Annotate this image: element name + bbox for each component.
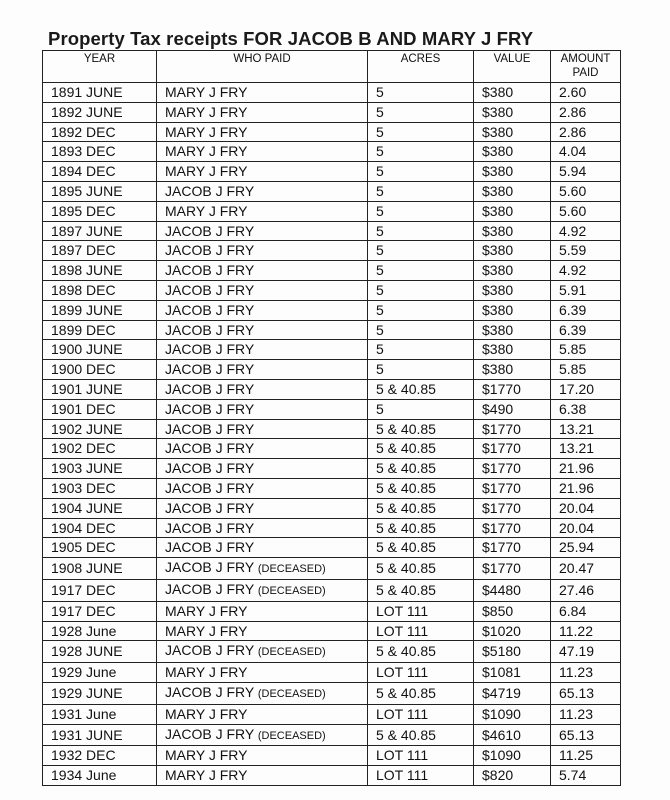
cell-amount-paid: 5.60 <box>551 181 621 201</box>
cell-value: $380 <box>474 241 551 261</box>
payer-name: MARY J FRY <box>165 123 248 140</box>
cell-who-paid <box>157 704 368 724</box>
cell-value: $1770 <box>474 419 551 439</box>
table-row <box>43 340 621 360</box>
cell-who-paid <box>157 122 368 142</box>
payer-name: JACOB J FRY <box>165 242 255 259</box>
table-row <box>43 746 621 766</box>
cell-acres: 5 <box>368 340 474 360</box>
payer-name: MARY J FRY <box>165 143 248 160</box>
cell-acres: 5 & 40.85 <box>368 558 474 580</box>
cell-acres: 5 & 40.85 <box>368 419 474 439</box>
table-row <box>43 280 621 300</box>
payer-name: JACOB J FRY <box>165 683 254 700</box>
cell-amount-paid: 4.92 <box>551 261 621 281</box>
header-value: VALUE <box>474 51 551 83</box>
table-row <box>43 142 621 162</box>
cell-acres: 5 & 40.85 <box>368 518 474 538</box>
cell-amount-paid: 6.39 <box>551 300 621 320</box>
cell-year: 1931 JUNE <box>43 724 157 746</box>
cell-acres: 5 <box>368 181 474 201</box>
cell-value: $1770 <box>474 518 551 538</box>
cell-who-paid <box>157 724 368 746</box>
cell-acres: 5 <box>368 221 474 241</box>
cell-who-paid <box>157 340 368 360</box>
cell-year: 1895 JUNE <box>43 181 157 201</box>
cell-who-paid <box>157 419 368 439</box>
cell-acres: LOT 111 <box>368 746 474 766</box>
cell-who-paid <box>157 579 368 601</box>
payer-name: JACOB J FRY <box>165 361 255 378</box>
cell-amount-paid: 20.04 <box>551 498 621 518</box>
payer-name: JACOB J FRY <box>165 499 255 516</box>
table-row <box>43 439 621 459</box>
cell-acres: 5 & 40.85 <box>368 724 474 746</box>
table-row <box>43 300 621 320</box>
cell-value: $850 <box>474 601 551 621</box>
cell-value: $380 <box>474 102 551 122</box>
cell-value: $380 <box>474 83 551 103</box>
cell-value: $1090 <box>474 746 551 766</box>
table-row <box>43 102 621 122</box>
cell-amount-paid: 20.47 <box>551 558 621 580</box>
cell-year: 1901 DEC <box>43 399 157 419</box>
table-row <box>43 162 621 182</box>
table-row <box>43 724 621 746</box>
payer-name: JACOB J FRY <box>165 440 255 457</box>
table-row <box>43 459 621 479</box>
payer-name: JACOB J FRY <box>165 262 255 279</box>
cell-acres: 5 <box>368 300 474 320</box>
table-row <box>43 682 621 704</box>
payer-name: MARY J FRY <box>165 622 248 639</box>
cell-year: 1903 DEC <box>43 478 157 498</box>
cell-who-paid <box>157 601 368 621</box>
cell-value: $1770 <box>474 558 551 580</box>
cell-year: 1894 DEC <box>43 162 157 182</box>
cell-value: $380 <box>474 360 551 380</box>
table-row <box>43 122 621 142</box>
cell-year: 1908 JUNE <box>43 558 157 580</box>
cell-who-paid <box>157 518 368 538</box>
header-who-paid: WHO PAID <box>157 51 368 83</box>
cell-year: 1934 June <box>43 766 157 786</box>
cell-who-paid <box>157 201 368 221</box>
cell-acres: LOT 111 <box>368 601 474 621</box>
table-row <box>43 83 621 103</box>
cell-acres: 5 <box>368 320 474 340</box>
header-amount-line1: AMOUNT <box>560 53 611 65</box>
table-row <box>43 641 621 663</box>
cell-year: 1929 June <box>43 663 157 683</box>
payer-name: MARY J FRY <box>165 747 248 764</box>
table-row <box>43 478 621 498</box>
table-row <box>43 518 621 538</box>
cell-who-paid <box>157 241 368 261</box>
cell-year: 1895 DEC <box>43 201 157 221</box>
cell-acres: 5 <box>368 142 474 162</box>
cell-amount-paid: 5.94 <box>551 162 621 182</box>
table-row <box>43 558 621 580</box>
cell-who-paid <box>157 221 368 241</box>
table-row <box>43 201 621 221</box>
cell-acres: 5 <box>368 83 474 103</box>
cell-value: $1770 <box>474 478 551 498</box>
deceased-note: (DECEASED) <box>257 563 326 576</box>
cell-value: $1770 <box>474 439 551 459</box>
cell-acres: 5 & 40.85 <box>368 641 474 663</box>
payer-name: JACOB J FRY <box>165 580 254 597</box>
cell-acres: 5 & 40.85 <box>368 498 474 518</box>
cell-acres: 5 <box>368 122 474 142</box>
payer-name: JACOB J FRY <box>165 420 255 437</box>
cell-acres: 5 & 40.85 <box>368 379 474 399</box>
deceased-note: (DECEASED) <box>257 729 326 742</box>
cell-amount-paid: 11.22 <box>551 621 621 641</box>
cell-acres: LOT 111 <box>368 704 474 724</box>
header-row <box>43 51 621 83</box>
cell-value: $380 <box>474 201 551 221</box>
cell-amount-paid: 4.04 <box>551 142 621 162</box>
table-row <box>43 320 621 340</box>
cell-year: 1902 DEC <box>43 439 157 459</box>
cell-year: 1904 JUNE <box>43 498 157 518</box>
cell-value: $380 <box>474 122 551 142</box>
cell-acres: 5 & 40.85 <box>368 682 474 704</box>
cell-value: $490 <box>474 399 551 419</box>
cell-who-paid <box>157 621 368 641</box>
cell-who-paid <box>157 641 368 663</box>
cell-year: 1893 DEC <box>43 142 157 162</box>
cell-amount-paid: 21.96 <box>551 459 621 479</box>
cell-acres: 5 & 40.85 <box>368 579 474 601</box>
payer-name: MARY J FRY <box>165 705 248 722</box>
cell-year: 1928 June <box>43 621 157 641</box>
cell-amount-paid: 25.94 <box>551 538 621 558</box>
table-row <box>43 601 621 621</box>
cell-year: 1905 DEC <box>43 538 157 558</box>
cell-value: $5180 <box>474 641 551 663</box>
cell-who-paid <box>157 300 368 320</box>
cell-amount-paid: 20.04 <box>551 518 621 538</box>
cell-year: 1900 DEC <box>43 360 157 380</box>
payer-name: JACOB J FRY <box>165 725 254 742</box>
cell-amount-paid: 65.13 <box>551 724 621 746</box>
cell-acres: 5 <box>368 102 474 122</box>
cell-value: $1090 <box>474 704 551 724</box>
cell-who-paid <box>157 746 368 766</box>
cell-acres: 5 & 40.85 <box>368 538 474 558</box>
cell-acres: 5 & 40.85 <box>368 459 474 479</box>
table-row <box>43 663 621 683</box>
cell-acres: 5 <box>368 241 474 261</box>
header-year: YEAR <box>43 51 157 83</box>
cell-amount-paid: 17.20 <box>551 379 621 399</box>
page-title: Property Tax receipts FOR JACOB B AND MARY J FRY <box>48 28 534 49</box>
cell-who-paid <box>157 142 368 162</box>
cell-who-paid <box>157 663 368 683</box>
cell-acres: LOT 111 <box>368 663 474 683</box>
cell-value: $380 <box>474 221 551 241</box>
payer-name: JACOB J FRY <box>165 301 255 318</box>
cell-amount-paid: 13.21 <box>551 419 621 439</box>
cell-acres: LOT 111 <box>368 621 474 641</box>
cell-amount-paid: 6.38 <box>551 399 621 419</box>
cell-year: 1904 DEC <box>43 518 157 538</box>
table-row <box>43 621 621 641</box>
cell-amount-paid: 5.60 <box>551 201 621 221</box>
cell-year: 1891 JUNE <box>43 83 157 103</box>
cell-year: 1901 JUNE <box>43 379 157 399</box>
payer-name: JACOB J FRY <box>165 380 255 397</box>
cell-amount-paid: 5.74 <box>551 766 621 786</box>
payer-name: JACOB J FRY <box>165 182 255 199</box>
cell-value: $4610 <box>474 724 551 746</box>
header-amount-line2: PAID <box>572 67 599 79</box>
cell-amount-paid: 6.39 <box>551 320 621 340</box>
cell-amount-paid: 5.85 <box>551 340 621 360</box>
cell-year: 1898 DEC <box>43 280 157 300</box>
cell-who-paid <box>157 360 368 380</box>
cell-year: 1932 DEC <box>43 746 157 766</box>
cell-amount-paid: 11.23 <box>551 704 621 724</box>
payer-name: MARY J FRY <box>165 664 248 681</box>
cell-value: $1770 <box>474 498 551 518</box>
payer-name: MARY J FRY <box>165 202 248 219</box>
cell-who-paid <box>157 102 368 122</box>
header-amount-paid <box>551 51 621 83</box>
deceased-note: (DECEASED) <box>257 646 326 659</box>
cell-year: 1897 DEC <box>43 241 157 261</box>
cell-amount-paid: 65.13 <box>551 682 621 704</box>
cell-who-paid <box>157 478 368 498</box>
cell-year: 1899 DEC <box>43 320 157 340</box>
cell-value: $1770 <box>474 459 551 479</box>
cell-year: 1928 JUNE <box>43 641 157 663</box>
cell-amount-paid: 27.46 <box>551 579 621 601</box>
cell-amount-paid: 5.59 <box>551 241 621 261</box>
cell-who-paid <box>157 320 368 340</box>
cell-who-paid <box>157 439 368 459</box>
cell-value: $380 <box>474 261 551 281</box>
cell-amount-paid: 2.86 <box>551 122 621 142</box>
cell-value: $1020 <box>474 621 551 641</box>
cell-year: 1899 JUNE <box>43 300 157 320</box>
deceased-note: (DECEASED) <box>257 584 326 597</box>
cell-acres: 5 <box>368 399 474 419</box>
payer-name: JACOB J FRY <box>165 642 254 659</box>
cell-who-paid <box>157 558 368 580</box>
table-row <box>43 360 621 380</box>
cell-year: 1929 JUNE <box>43 682 157 704</box>
table-row <box>43 241 621 261</box>
cell-who-paid <box>157 379 368 399</box>
cell-who-paid <box>157 181 368 201</box>
cell-acres: LOT 111 <box>368 766 474 786</box>
cell-value: $380 <box>474 162 551 182</box>
cell-value: $820 <box>474 766 551 786</box>
cell-acres: 5 & 40.85 <box>368 478 474 498</box>
cell-amount-paid: 11.25 <box>551 746 621 766</box>
cell-value: $380 <box>474 300 551 320</box>
cell-acres: 5 <box>368 280 474 300</box>
payer-name: JACOB J FRY <box>165 559 254 576</box>
table-row <box>43 419 621 439</box>
cell-amount-paid: 21.96 <box>551 478 621 498</box>
cell-year: 1917 DEC <box>43 579 157 601</box>
payer-name: JACOB J FRY <box>165 479 255 496</box>
cell-year: 1897 JUNE <box>43 221 157 241</box>
cell-who-paid <box>157 766 368 786</box>
cell-value: $380 <box>474 142 551 162</box>
cell-who-paid <box>157 261 368 281</box>
cell-amount-paid: 13.21 <box>551 439 621 459</box>
cell-acres: 5 <box>368 162 474 182</box>
cell-value: $1770 <box>474 379 551 399</box>
cell-year: 1900 JUNE <box>43 340 157 360</box>
cell-who-paid <box>157 459 368 479</box>
cell-value: $380 <box>474 280 551 300</box>
cell-who-paid <box>157 83 368 103</box>
table-row <box>43 261 621 281</box>
cell-year: 1902 JUNE <box>43 419 157 439</box>
cell-who-paid <box>157 682 368 704</box>
table-row <box>43 538 621 558</box>
payer-name: JACOB J FRY <box>165 460 255 477</box>
cell-year: 1917 DEC <box>43 601 157 621</box>
cell-value: $380 <box>474 340 551 360</box>
cell-year: 1898 JUNE <box>43 261 157 281</box>
table-row <box>43 181 621 201</box>
table-row <box>43 766 621 786</box>
cell-value: $380 <box>474 181 551 201</box>
payer-name: JACOB J FRY <box>165 222 255 239</box>
cell-year: 1892 DEC <box>43 122 157 142</box>
cell-amount-paid: 5.85 <box>551 360 621 380</box>
payer-name: MARY J FRY <box>165 602 248 619</box>
table-row <box>43 379 621 399</box>
payer-name: JACOB J FRY <box>165 519 255 536</box>
payer-name: JACOB J FRY <box>165 281 255 298</box>
payer-name: JACOB J FRY <box>165 539 255 556</box>
header-acres: ACRES <box>368 51 474 83</box>
payer-name: MARY J FRY <box>165 84 248 100</box>
tax-receipts-table <box>42 50 621 786</box>
cell-who-paid <box>157 538 368 558</box>
cell-who-paid <box>157 280 368 300</box>
cell-who-paid <box>157 162 368 182</box>
payer-name: JACOB J FRY <box>165 400 255 417</box>
table-row <box>43 399 621 419</box>
cell-year: 1892 JUNE <box>43 102 157 122</box>
table-row <box>43 579 621 601</box>
payer-name: JACOB J FRY <box>165 321 255 338</box>
table-row <box>43 704 621 724</box>
cell-who-paid <box>157 498 368 518</box>
cell-year: 1903 JUNE <box>43 459 157 479</box>
cell-value: $1770 <box>474 538 551 558</box>
cell-amount-paid: 47.19 <box>551 641 621 663</box>
cell-amount-paid: 5.91 <box>551 280 621 300</box>
cell-year: 1931 June <box>43 704 157 724</box>
payer-name: JACOB J FRY <box>165 341 255 358</box>
cell-acres: 5 <box>368 360 474 380</box>
deceased-note: (DECEASED) <box>257 687 326 700</box>
cell-acres: 5 <box>368 201 474 221</box>
table-row <box>43 221 621 241</box>
payer-name: MARY J FRY <box>165 103 248 120</box>
cell-who-paid <box>157 399 368 419</box>
cell-acres: 5 & 40.85 <box>368 439 474 459</box>
cell-amount-paid: 11.23 <box>551 663 621 683</box>
cell-acres: 5 <box>368 261 474 281</box>
payer-name: MARY J FRY <box>165 163 248 180</box>
cell-amount-paid: 2.60 <box>551 83 621 103</box>
cell-amount-paid: 2.86 <box>551 102 621 122</box>
cell-value: $4719 <box>474 682 551 704</box>
cell-value: $4480 <box>474 579 551 601</box>
cell-value: $380 <box>474 320 551 340</box>
table-row <box>43 498 621 518</box>
cell-value: $1081 <box>474 663 551 683</box>
cell-amount-paid: 4.92 <box>551 221 621 241</box>
payer-name: MARY J FRY <box>165 767 248 784</box>
cell-amount-paid: 6.84 <box>551 601 621 621</box>
